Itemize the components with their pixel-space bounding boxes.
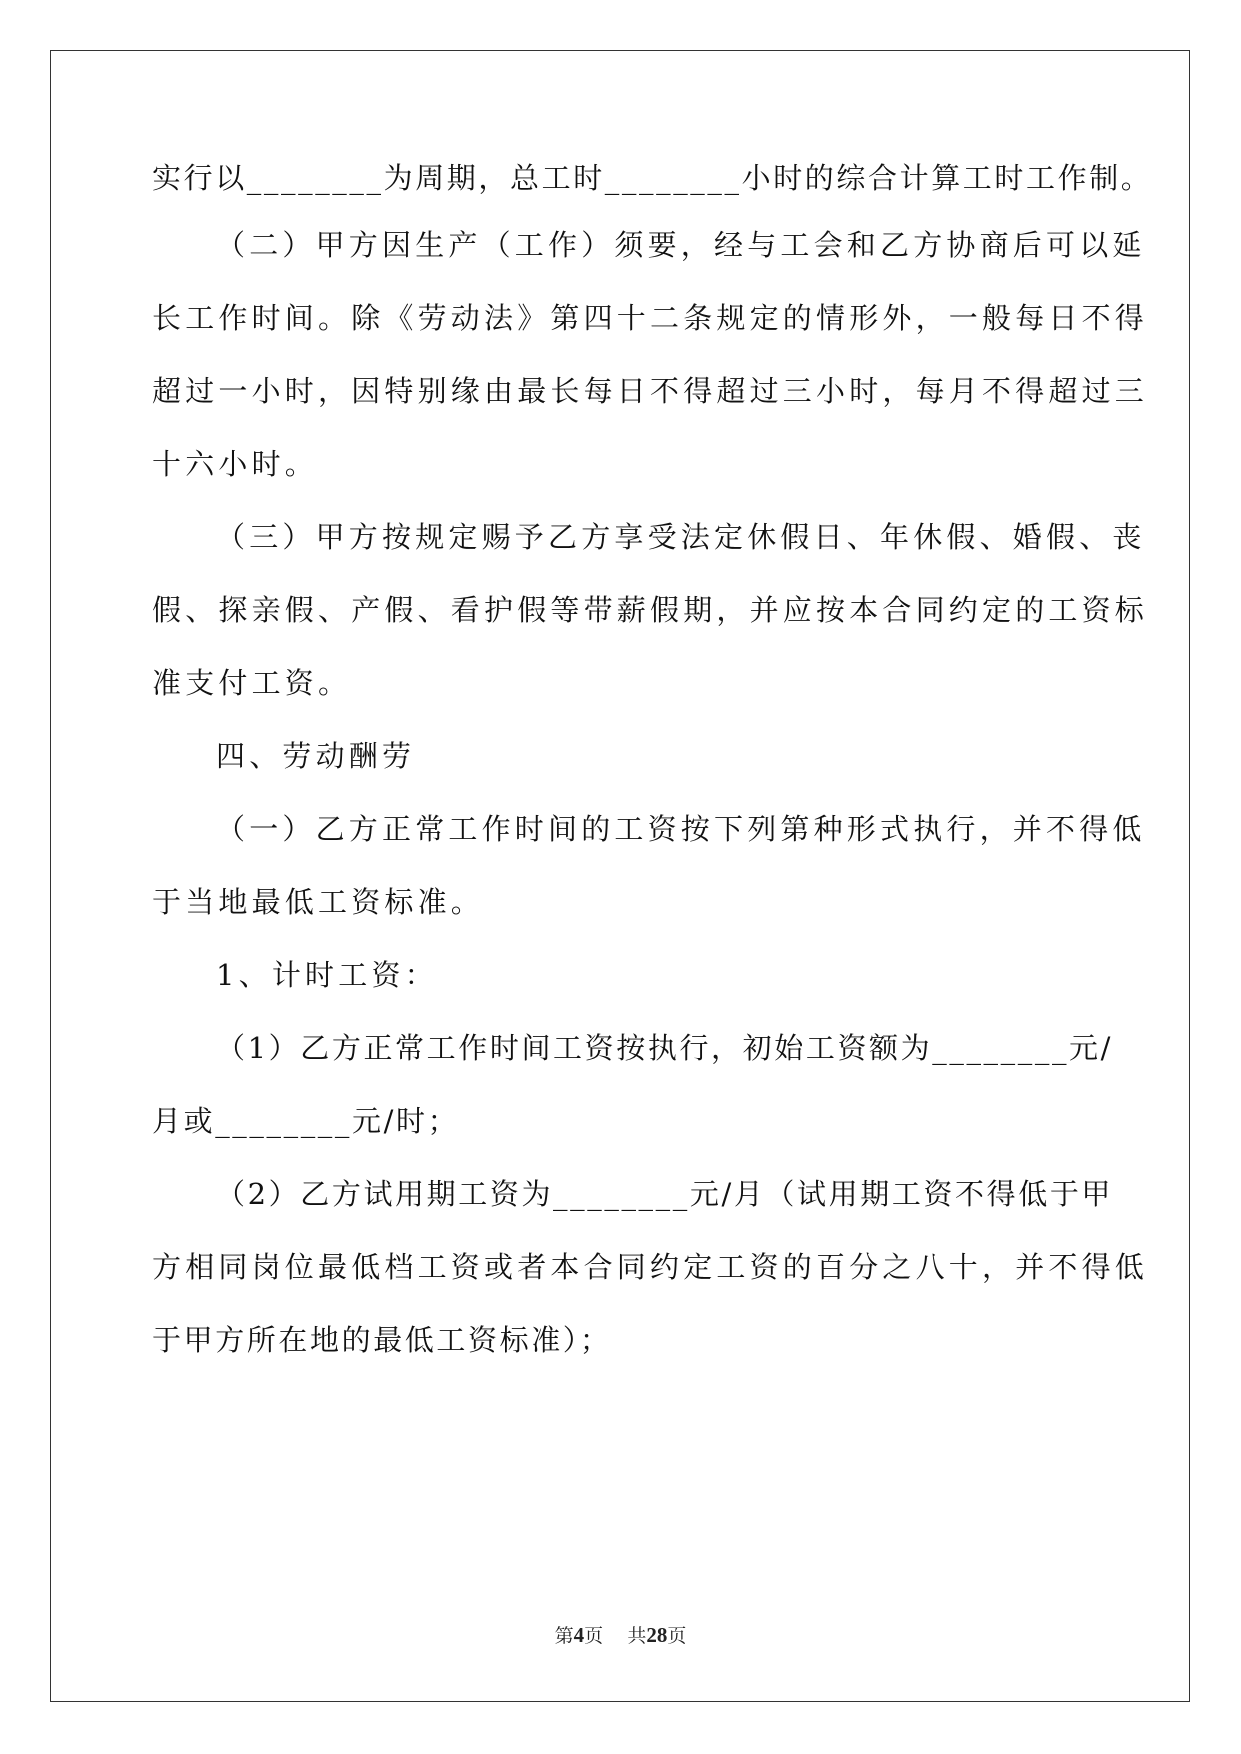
- paragraph-line: （三）甲方按规定赐予乙方享受法定休假日、年休假、婚假、丧: [216, 520, 1146, 554]
- paragraph-line: （1）乙方正常工作时间工资按执行，初始工资额为________元/: [216, 1031, 1114, 1065]
- text-line: 实行以________为周期，总工时________小时的综合计算工时工作制。: [152, 161, 1153, 195]
- page-footer: [0, 1622, 1241, 1649]
- footer-total-suffix: 页: [667, 1625, 687, 1647]
- list-item-heading: 1、计时工资：: [216, 958, 438, 992]
- paragraph-line: （2）乙方试用期工资为________元/月（试用期工资不得低于甲: [216, 1177, 1114, 1211]
- total-pages: 28: [646, 1623, 668, 1647]
- footer-total-prefix: 共: [627, 1625, 647, 1647]
- footer-page-suffix: 页: [584, 1625, 604, 1647]
- page-number: 4: [573, 1623, 585, 1647]
- paragraph-line: 月或________元/时；: [152, 1104, 460, 1138]
- paragraph-line: 假、探亲假、产假、看护假等带薪假期，并应按本合同约定的工资标: [152, 593, 1149, 627]
- paragraph-line: 于甲方所在地的最低工资标准）；: [152, 1323, 612, 1357]
- paragraph-line: 超过一小时，因特别缘由最长每日不得超过三小时，每月不得超过三: [152, 374, 1149, 408]
- section-heading: 四、劳动酬劳: [216, 739, 416, 773]
- paragraph-line: 于当地最低工资标准。: [152, 885, 485, 919]
- paragraph-line: 准支付工资。: [152, 666, 352, 700]
- paragraph-line: （一）乙方正常工作时间的工资按下列第种形式执行，并不得低: [216, 812, 1146, 846]
- paragraph-line: （二）甲方因生产（工作）须要，经与工会和乙方协商后可以延: [216, 228, 1146, 262]
- paragraph-line: 方相同岗位最低档工资或者本合同约定工资的百分之八十，并不得低: [152, 1250, 1149, 1284]
- paragraph-line: 十六小时。: [152, 447, 319, 481]
- footer-prefix: 第: [554, 1625, 574, 1647]
- paragraph-line: 长工作时间。除《劳动法》第四十二条规定的情形外，一般每日不得: [152, 301, 1149, 335]
